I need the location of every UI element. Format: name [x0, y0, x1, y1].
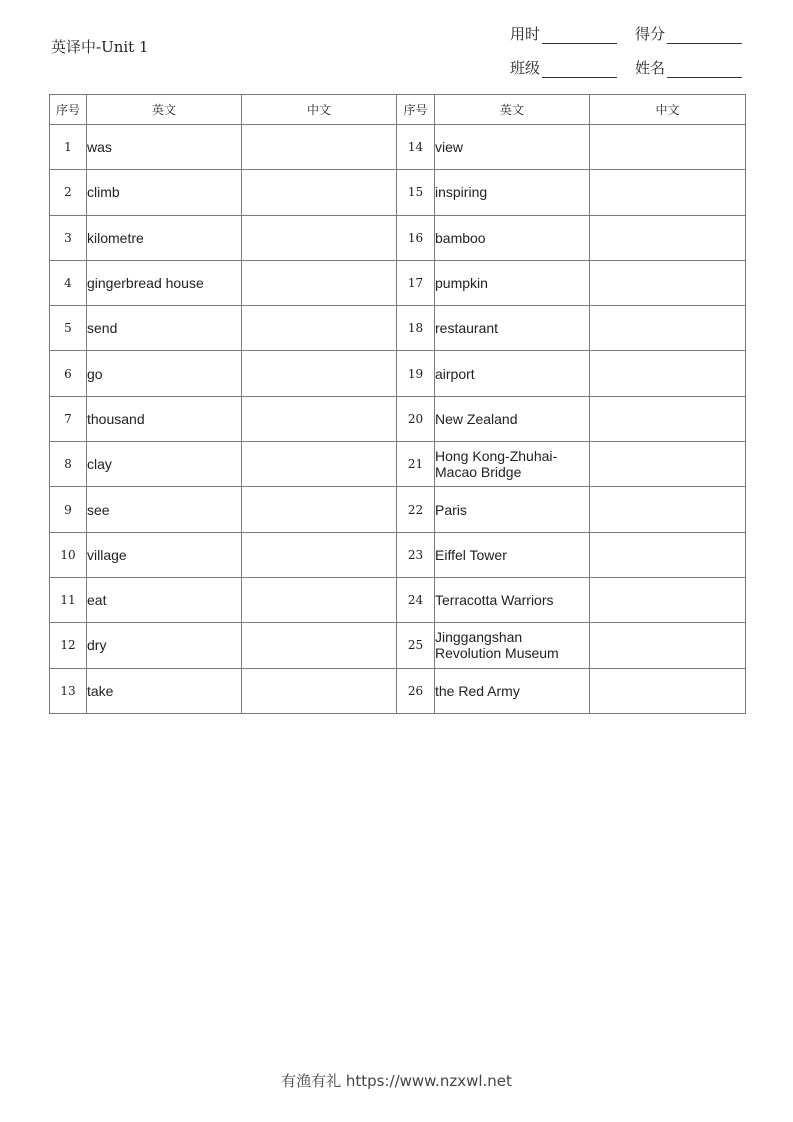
- chinese-answer-cell[interactable]: [242, 487, 397, 532]
- table-row: [50, 260, 746, 305]
- time-label: 用时: [510, 25, 541, 43]
- class-blank-line[interactable]: [542, 61, 617, 78]
- table-row: [50, 623, 746, 668]
- table-row: [50, 442, 746, 487]
- chinese-answer-cell[interactable]: [590, 623, 746, 668]
- footer-text: 有渔有礼 https://www.nzxwl.net: [281, 1072, 512, 1090]
- chinese-answer-cell[interactable]: [242, 260, 397, 305]
- chinese-answer-cell[interactable]: [242, 215, 397, 260]
- chinese-answer-cell[interactable]: [242, 306, 397, 351]
- item-number: 25: [397, 623, 435, 668]
- item-number: 6: [50, 351, 87, 396]
- chinese-answer-cell[interactable]: [242, 577, 397, 622]
- english-word: the Red Army: [435, 668, 590, 713]
- item-number: 9: [50, 487, 87, 532]
- item-number: 5: [50, 306, 87, 351]
- english-word: village: [87, 532, 242, 577]
- table-row: [50, 125, 746, 170]
- english-word: kilometre: [87, 215, 242, 260]
- english-word: inspiring: [435, 170, 590, 215]
- table-row: [50, 532, 746, 577]
- item-number: 1: [50, 125, 87, 170]
- item-number: 26: [397, 668, 435, 713]
- item-number: 7: [50, 396, 87, 441]
- item-number: 17: [397, 260, 435, 305]
- time-blank-line[interactable]: [542, 27, 617, 44]
- name-field: [635, 57, 742, 78]
- chinese-answer-cell[interactable]: [242, 668, 397, 713]
- english-word: pumpkin: [435, 260, 590, 305]
- chinese-answer-cell[interactable]: [242, 396, 397, 441]
- class-field: [510, 57, 617, 78]
- item-number: 21: [397, 442, 435, 487]
- item-number: 3: [50, 215, 87, 260]
- english-word: thousand: [87, 396, 242, 441]
- english-word: Hong Kong-Zhuhai-Macao Bridge: [435, 442, 590, 487]
- item-number: 2: [50, 170, 87, 215]
- table-row: [50, 351, 746, 396]
- name-label: 姓名: [635, 59, 666, 77]
- english-word: eat: [87, 577, 242, 622]
- english-word: see: [87, 487, 242, 532]
- table-row: [50, 215, 746, 260]
- english-word: airport: [435, 351, 590, 396]
- chinese-answer-cell[interactable]: [590, 260, 746, 305]
- english-word: take: [87, 668, 242, 713]
- english-word: send: [87, 306, 242, 351]
- chinese-answer-cell[interactable]: [590, 532, 746, 577]
- item-number: 15: [397, 170, 435, 215]
- header-english-left: 英文: [87, 95, 242, 125]
- table-row: [50, 668, 746, 713]
- english-word: Eiffel Tower: [435, 532, 590, 577]
- header-num-right: 序号: [397, 95, 435, 125]
- chinese-answer-cell[interactable]: [590, 351, 746, 396]
- english-word: view: [435, 125, 590, 170]
- item-number: 14: [397, 125, 435, 170]
- chinese-answer-cell[interactable]: [242, 170, 397, 215]
- table-row: [50, 396, 746, 441]
- item-number: 16: [397, 215, 435, 260]
- table-row: [50, 170, 746, 215]
- score-field: [635, 23, 742, 44]
- english-word: bamboo: [435, 215, 590, 260]
- table-row: [50, 306, 746, 351]
- english-word: clay: [87, 442, 242, 487]
- chinese-answer-cell[interactable]: [242, 623, 397, 668]
- class-label: 班级: [510, 59, 541, 77]
- chinese-answer-cell[interactable]: [590, 577, 746, 622]
- english-word: dry: [87, 623, 242, 668]
- header-num-left: 序号: [50, 95, 87, 125]
- item-number: 8: [50, 442, 87, 487]
- chinese-answer-cell[interactable]: [242, 351, 397, 396]
- item-number: 22: [397, 487, 435, 532]
- item-number: 24: [397, 577, 435, 622]
- header-chinese-left: 中文: [242, 95, 397, 125]
- chinese-answer-cell[interactable]: [590, 442, 746, 487]
- score-label: 得分: [635, 25, 666, 43]
- item-number: 4: [50, 260, 87, 305]
- score-blank-line[interactable]: [667, 27, 742, 44]
- name-blank-line[interactable]: [667, 61, 742, 78]
- english-word: Terracotta Warriors: [435, 577, 590, 622]
- table-header-row: [50, 95, 746, 125]
- item-number: 13: [50, 668, 87, 713]
- page-title: 英译中-Unit 1: [51, 38, 149, 56]
- english-word: was: [87, 125, 242, 170]
- chinese-answer-cell[interactable]: [590, 215, 746, 260]
- header-english-right: 英文: [435, 95, 590, 125]
- item-number: 12: [50, 623, 87, 668]
- item-number: 18: [397, 306, 435, 351]
- table-row: [50, 577, 746, 622]
- table-body: [50, 125, 746, 714]
- item-number: 20: [397, 396, 435, 441]
- english-word: restaurant: [435, 306, 590, 351]
- english-word: go: [87, 351, 242, 396]
- chinese-answer-cell[interactable]: [242, 125, 397, 170]
- item-number: 23: [397, 532, 435, 577]
- chinese-answer-cell[interactable]: [590, 306, 746, 351]
- english-word: New Zealand: [435, 396, 590, 441]
- english-word: climb: [87, 170, 242, 215]
- chinese-answer-cell[interactable]: [242, 442, 397, 487]
- chinese-answer-cell[interactable]: [590, 125, 746, 170]
- english-word: gingerbread house: [87, 260, 242, 305]
- header-chinese-right: 中文: [590, 95, 746, 125]
- chinese-answer-cell[interactable]: [590, 170, 746, 215]
- english-word: Jinggangshan Revolution Museum: [435, 623, 590, 668]
- chinese-answer-cell[interactable]: [590, 668, 746, 713]
- chinese-answer-cell[interactable]: [590, 487, 746, 532]
- vocabulary-table: [49, 94, 746, 714]
- item-number: 11: [50, 577, 87, 622]
- english-word: Paris: [435, 487, 590, 532]
- item-number: 19: [397, 351, 435, 396]
- chinese-answer-cell[interactable]: [590, 396, 746, 441]
- chinese-answer-cell[interactable]: [242, 532, 397, 577]
- table-row: [50, 487, 746, 532]
- time-field: [510, 23, 617, 44]
- item-number: 10: [50, 532, 87, 577]
